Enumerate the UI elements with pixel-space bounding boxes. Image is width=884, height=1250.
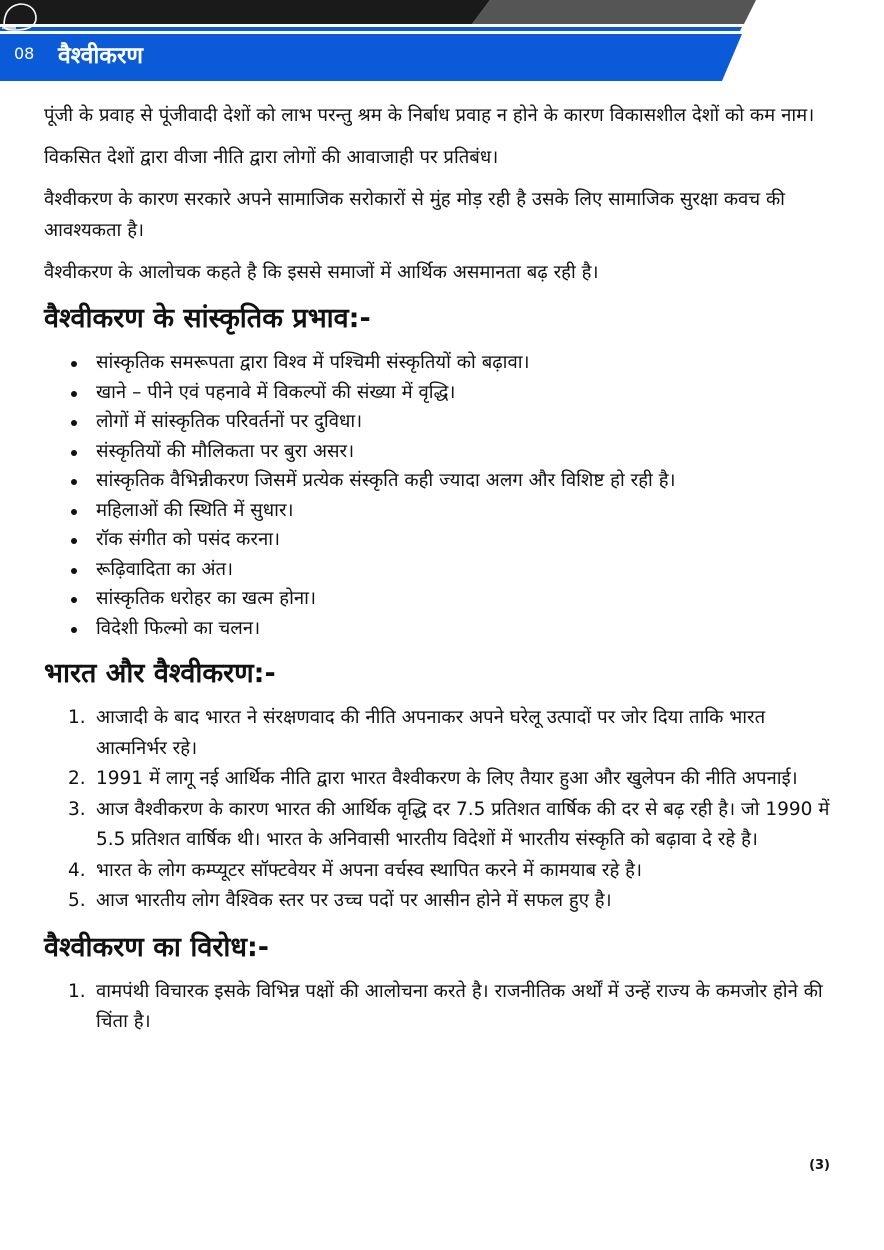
bullet-icon bbox=[71, 538, 77, 544]
list-item-number: 3. bbox=[68, 798, 86, 820]
list-item bbox=[44, 555, 834, 585]
list-item-number: 2. bbox=[68, 768, 86, 789]
opposition-list bbox=[44, 977, 834, 1038]
bullet-icon bbox=[71, 597, 77, 603]
list-item bbox=[44, 584, 834, 614]
list-item-text: खाने – पीने एवं पहनावे में विकल्पों की संख्या में वृद्धि। bbox=[96, 381, 456, 403]
list-item bbox=[44, 437, 834, 467]
bullet-icon bbox=[71, 420, 77, 426]
list-item-number: 4. bbox=[68, 859, 86, 881]
list-item-text: वामपंथी विचारक इसके विभिन्न पक्षों की आलोचना करते है। राजनीतिक अर्थों में उन्हें राज्य के कमजोर होने की चिंता है। bbox=[96, 980, 823, 1032]
header-thin-blue-line bbox=[0, 27, 742, 31]
header-dark-band bbox=[0, 0, 490, 24]
list-item-text: रॉक संगीत को पसंद करना। bbox=[96, 529, 281, 550]
bullet-icon bbox=[71, 361, 77, 367]
bullet-icon bbox=[71, 627, 77, 633]
list-item-number: 1. bbox=[68, 707, 86, 728]
list-item-text: भारत के लोग कम्प्यूटर सॉफ्टवेयर में अपना वर्चस्व स्थापित करने में कामयाब रहे है। bbox=[96, 859, 642, 881]
list-item bbox=[44, 378, 834, 408]
intro-paragraph: वैश्वीकरण के कारण सरकारे अपने सामाजिक सरोकारों से मुंह मोड़ रही है उसके लिए सामाजिक सुरक्षा कवच की आवश्यकता है। bbox=[44, 189, 785, 241]
list-item bbox=[44, 348, 834, 378]
list-item bbox=[44, 795, 834, 856]
list-item-number: 1. bbox=[68, 980, 86, 1002]
list-item-text: आजादी के बाद भारत ने संरक्षणवाद की नीति अपनाकर अपने घरेलू उत्पादों पर जोर दिया ताकि भारत आत्मनिर्भर रहे। bbox=[96, 707, 766, 759]
section-heading-cultural: वैश्वीकरण के सांस्कृतिक प्रभाव:- bbox=[44, 303, 371, 334]
list-item bbox=[44, 496, 834, 526]
bullet-icon bbox=[71, 509, 77, 515]
list-item bbox=[44, 764, 834, 795]
list-item-text: सांस्कृतिक समरूपता द्वारा विश्व में पश्चिमी संस्कृतियों को बढ़ावा। bbox=[96, 352, 530, 373]
list-item bbox=[44, 466, 834, 496]
chapter-badge-icon bbox=[0, 0, 40, 32]
list-item-text: महिलाओं की स्थिति में सुधार। bbox=[96, 499, 294, 521]
list-item-text: विदेशी फिल्मो का चलन। bbox=[96, 617, 261, 639]
list-item-text: रूढ़िवादिता का अंत। bbox=[96, 558, 234, 580]
header-grey-band bbox=[472, 0, 756, 24]
india-globalization-list bbox=[44, 703, 834, 917]
list-item-text: आज भारतीय लोग वैश्विक स्तर पर उच्च पदों पर आसीन होने में सफल हुए है। bbox=[96, 890, 612, 911]
list-item bbox=[44, 525, 834, 555]
chapter-header bbox=[0, 0, 884, 82]
list-item-text: संस्कृतियों की मौलिकता पर बुरा असर। bbox=[96, 440, 355, 462]
list-item bbox=[44, 886, 834, 917]
list-item bbox=[44, 977, 834, 1038]
list-item-text: सांस्कृतिक धरोहर का खत्म होना। bbox=[96, 588, 316, 609]
section-heading-india: भारत और वैश्वीकरण:- bbox=[44, 658, 276, 689]
bullet-icon bbox=[71, 450, 77, 456]
list-item bbox=[44, 614, 834, 644]
page-number: (3) bbox=[809, 1158, 830, 1173]
list-item-text: सांस्कृतिक वैभिन्नीकरण जिसमें प्रत्येक संस्कृति कही ज्यादा अलग और विशिष्ट हो रही है। bbox=[96, 470, 676, 491]
bullet-icon bbox=[71, 568, 77, 574]
chapter-number: 08 bbox=[14, 44, 35, 63]
intro-paragraph: विकसित देशों द्वारा वीजा नीति द्वारा लोगों की आवाजाही पर प्रतिबंध। bbox=[44, 147, 499, 168]
list-item bbox=[44, 407, 834, 437]
page-content bbox=[44, 100, 834, 1046]
intro-paragraph: पूंजी के प्रवाह से पूंजीवादी देशों को लाभ परन्तु श्रम के निर्बाध प्रवाह न होने के कारण विकासशील देशों को कम नाम। bbox=[44, 105, 815, 126]
list-item-text: लोगों में सांस्कृतिक परिवर्तनों पर दुविधा। bbox=[96, 411, 363, 432]
cultural-effects-list bbox=[44, 348, 834, 643]
chapter-title: वैश्वीकरण bbox=[58, 43, 144, 69]
list-item bbox=[44, 703, 834, 764]
list-item-text: आज वैश्वीकरण के कारण भारत की आर्थिक वृद्धि दर 7.5 प्रतिशत वार्षिक की दर से बढ़ रही है। जो 1990 में 5.5 प्रतिशत वार्षिक थी। भारत के अनिवासी भारतीय विदेशों में भारतीय संस्कृति को बढ़ावा दे रहे है। bbox=[96, 798, 830, 850]
bullet-icon bbox=[71, 479, 77, 485]
list-item-number: 5. bbox=[68, 890, 86, 911]
list-item-text: 1991 में लागू नई आर्थिक नीति द्वारा भारत वैश्वीकरण के लिए तैयार हुआ और खुलेपन की नीति अपनाई। bbox=[96, 768, 798, 789]
bullet-icon bbox=[71, 391, 77, 397]
section-heading-opposition: वैश्वीकरण का विरोध:- bbox=[44, 931, 269, 963]
intro-paragraph: वैश्वीकरण के आलोचक कहते है कि इससे समाजों में आर्थिक असमानता बढ़ रही है। bbox=[44, 262, 599, 283]
list-item bbox=[44, 856, 834, 887]
